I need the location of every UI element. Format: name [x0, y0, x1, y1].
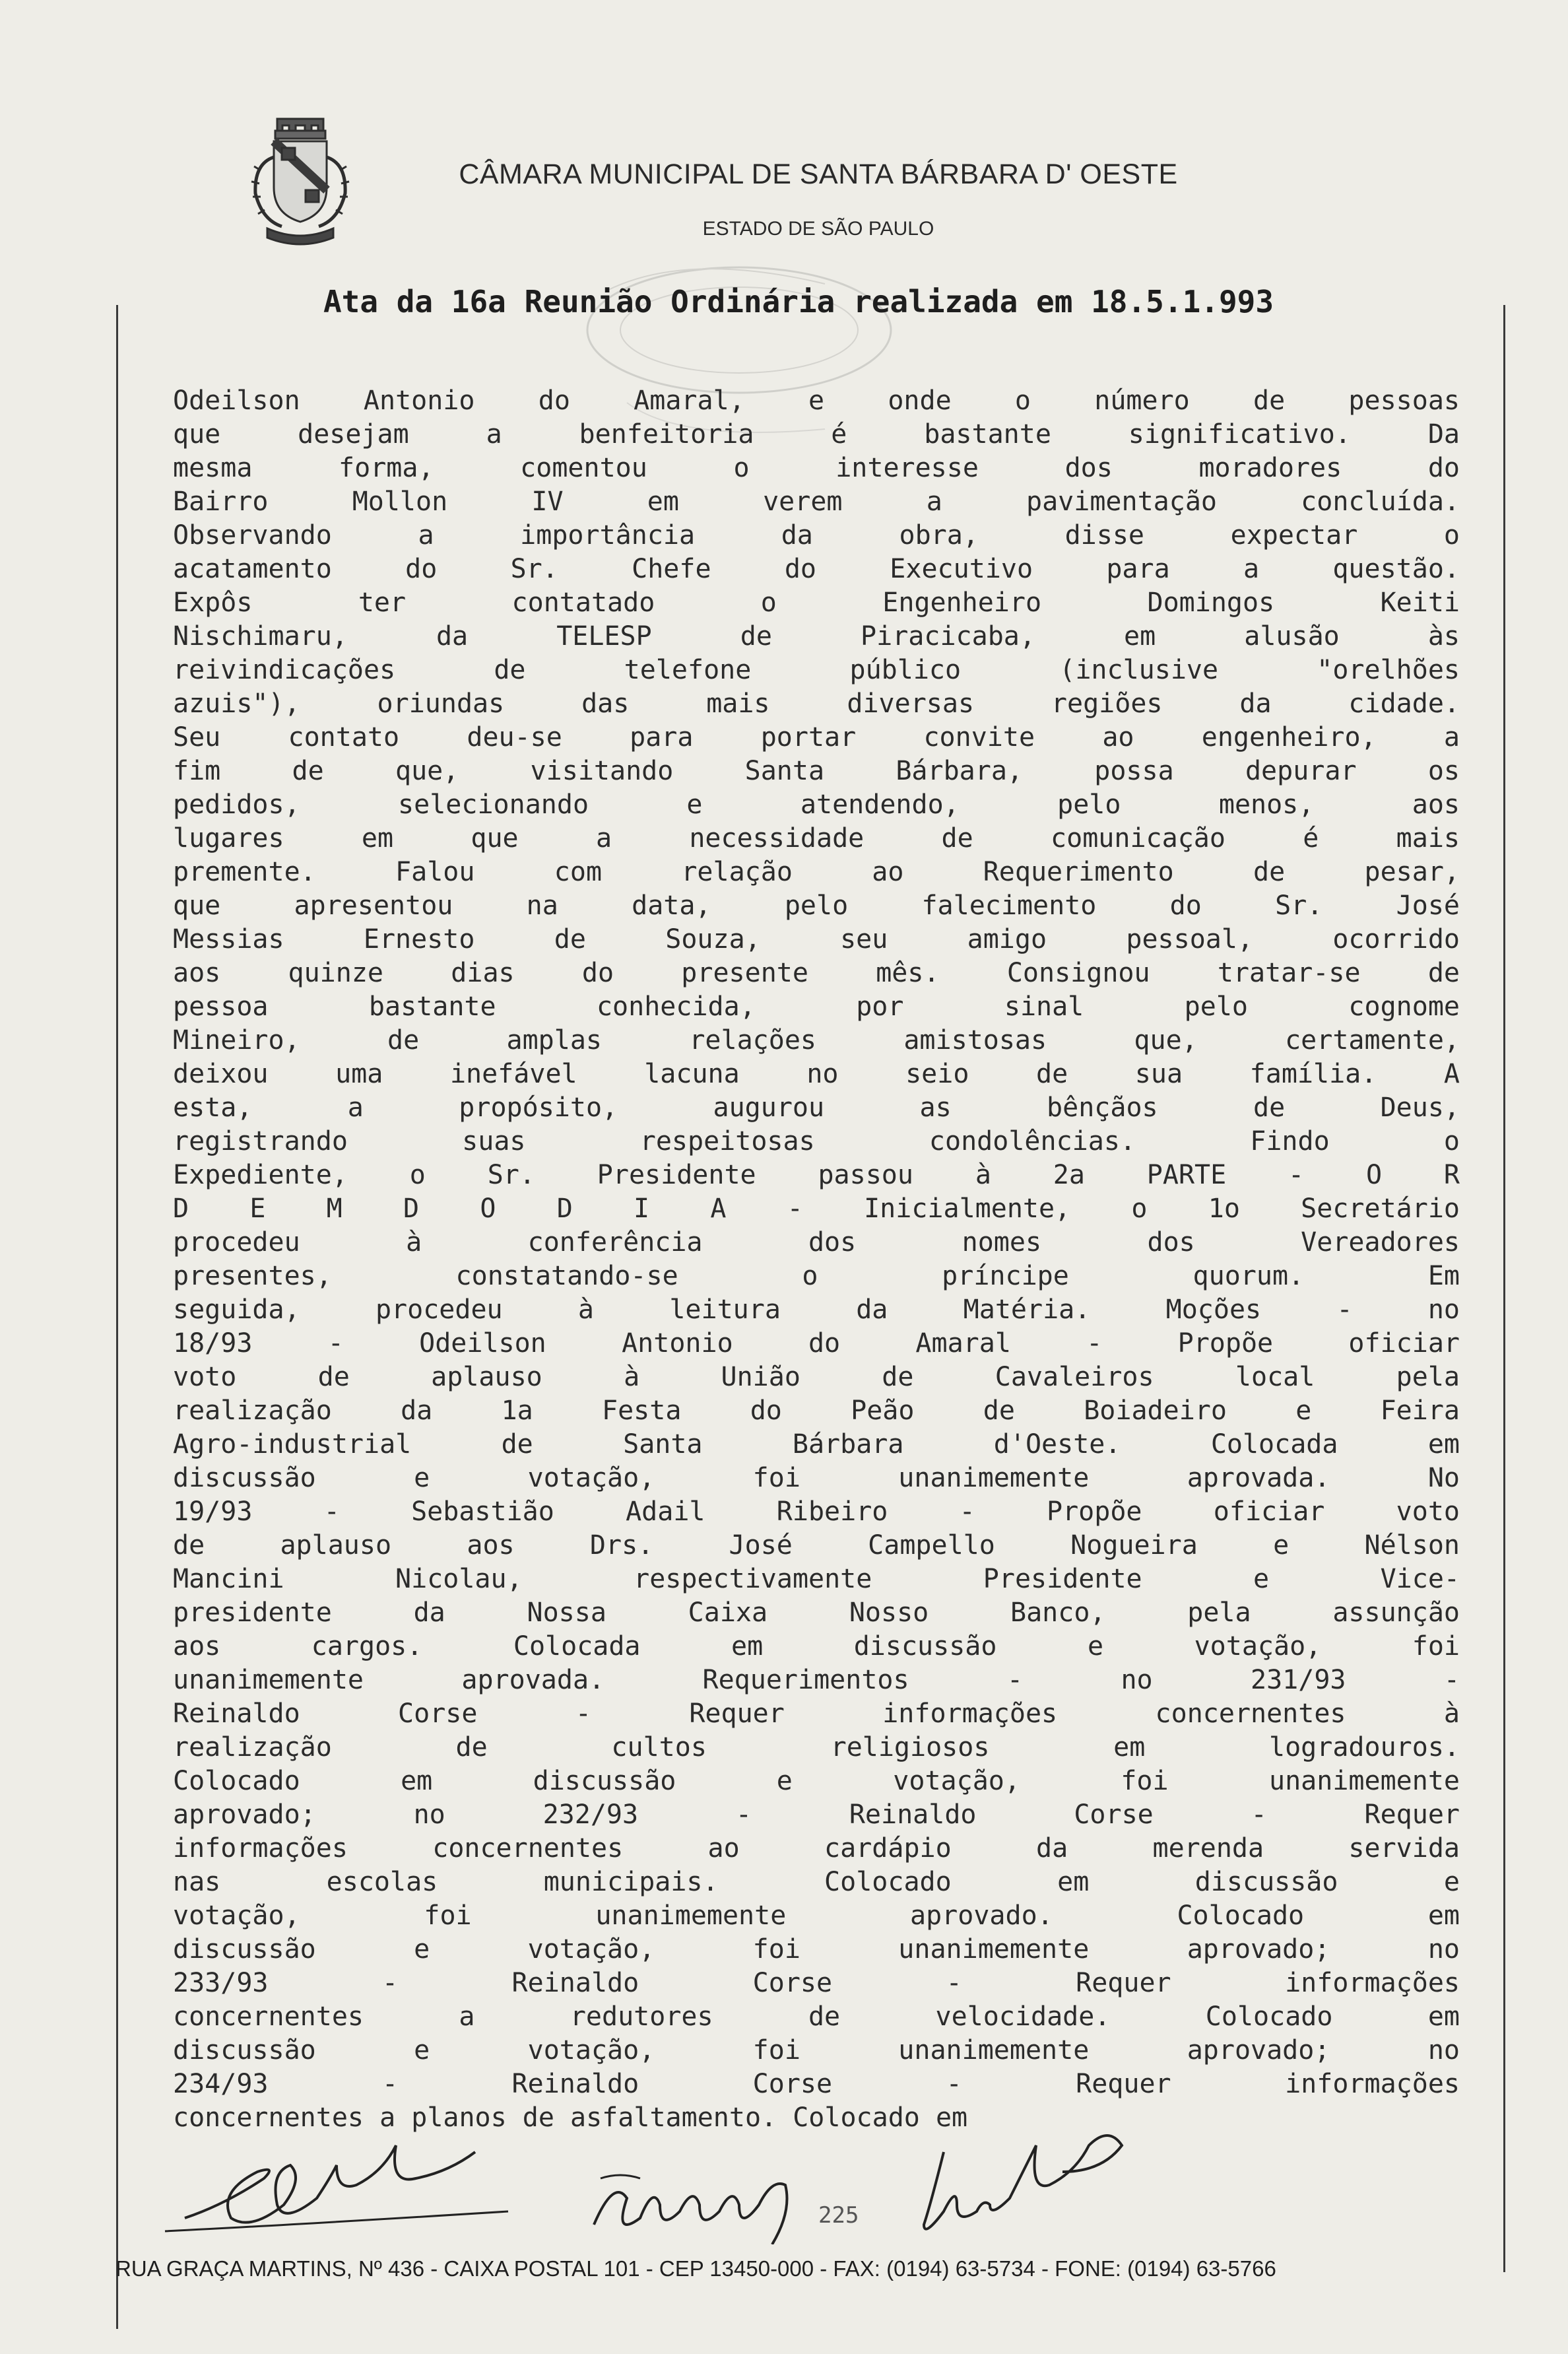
text-line: seguida, procedeu à leitura da Matéria. Moções - no	[173, 1295, 1460, 1325]
minutes-body	[173, 384, 1460, 2135]
text-line: concernentes a planos de asfaltamento. Colocado em	[173, 2102, 968, 2133]
document-title: Ata da 16a Reunião Ordinária realizada em 18.5.1.993	[323, 284, 1274, 319]
institution-name: CÂMARA MUNICIPAL DE SANTA BÁRBARA D' OESTE	[459, 158, 1178, 190]
text-line: Mineiro, de amplas relações amistosas que, certamente,	[173, 1025, 1460, 1056]
text-line: 234/93 - Reinaldo Corse - Requer informações	[173, 2069, 1460, 2099]
right-margin-line	[1503, 305, 1505, 2272]
signature-2	[581, 2152, 832, 2244]
text-line: reivindicações de telefone público (inclusive "orelhões	[173, 655, 1460, 685]
text-line: mesma forma, comentou o interesse dos moradores do	[173, 453, 1460, 483]
text-line: Messias Ernesto de Souza, seu amigo pessoal, ocorrido	[173, 924, 1460, 955]
text-line: nas escolas municipais. Colocado em discussão e	[173, 1867, 1460, 1897]
text-line: acatamento do Sr. Chefe do Executivo para a questão.	[173, 554, 1460, 584]
text-line: discussão e votação, foi unanimemente aprovado; no	[173, 1934, 1460, 1965]
text-line: 233/93 - Reinaldo Corse - Requer informações	[173, 1968, 1460, 1998]
text-line: Colocado em discussão e votação, foi unanimemente	[173, 1766, 1460, 1796]
text-line: presidente da Nossa Caixa Nosso Banco, pela assunção	[173, 1597, 1460, 1628]
state-name: ESTADO DE SÃO PAULO	[702, 218, 934, 240]
text-line: premente. Falou com relação ao Requerimento de pesar,	[173, 857, 1460, 887]
text-line: concernentes a redutores de velocidade. Colocado em	[173, 2001, 1460, 2032]
text-line: lugares em que a necessidade de comunicação é mais	[173, 823, 1460, 854]
text-line: Bairro Mollon IV em verem a pavimentação concluída.	[173, 487, 1460, 517]
left-margin-line	[116, 305, 118, 2329]
text-line: realização de cultos religiosos em logradouros.	[173, 1732, 1460, 1763]
text-line: aos quinze dias do presente mês. Consignou tratar-se de	[173, 958, 1460, 988]
text-line: aos cargos. Colocada em discussão e votação, foi	[173, 1631, 1460, 1662]
text-line: Expediente, o Sr. Presidente passou à 2a PARTE - O R	[173, 1160, 1460, 1190]
text-line: esta, a propósito, augurou as bênçãos de Deus,	[173, 1093, 1460, 1123]
text-line: D E M D O D I A - Inicialmente, o 1o Secretário	[173, 1194, 1460, 1224]
text-line: presentes, constatando-se o príncipe quorum. Em	[173, 1261, 1460, 1291]
text-line: Mancini Nicolau, respectivamente Presidente e Vice-	[173, 1564, 1460, 1594]
text-line: azuis"), oriundas das mais diversas regiões da cidade.	[173, 689, 1460, 719]
text-line: que apresentou na data, pelo falecimento do Sr. José	[173, 891, 1460, 921]
text-line: Observando a importância da obra, disse expectar o	[173, 520, 1460, 551]
page-number: 225	[818, 2202, 859, 2229]
text-line: de aplauso aos Drs. José Campello Nogueira e Nélson	[173, 1530, 1460, 1561]
text-line: realização da 1a Festa do Peão de Boiadeiro e Feira	[173, 1396, 1460, 1426]
text-line: Odeilson Antonio do Amaral, e onde o número de pessoas	[173, 386, 1460, 416]
coat-of-arms-icon	[247, 111, 353, 250]
signature-3	[904, 2132, 1142, 2244]
text-line: procedeu à conferência dos nomes dos Vereadores	[173, 1227, 1460, 1258]
text-line: aprovado; no 232/93 - Reinaldo Corse - Requer	[173, 1799, 1460, 1830]
text-line: unanimemente aprovada. Requerimentos - no 231/93 -	[173, 1665, 1460, 1695]
text-line: registrando suas respeitosas condolências. Findo o	[173, 1126, 1460, 1157]
text-line: deixou uma inefável lacuna no seio de sua família. A	[173, 1059, 1460, 1089]
text-line: Agro-industrial de Santa Bárbara d'Oeste. Colocada em	[173, 1429, 1460, 1460]
text-line: discussão e votação, foi unanimemente aprovado; no	[173, 2035, 1460, 2066]
footer-address: RUA GRAÇA MARTINS, Nº 436 - CAIXA POSTAL 101 - CEP 13450-000 - FAX: (0194) 63-5734 - FONE: (0194) 63-5766	[115, 2256, 1276, 2281]
text-line: informações concernentes ao cardápio da merenda servida	[173, 1833, 1460, 1864]
text-line: Nischimaru, da TELESP de Piracicaba, em alusão às	[173, 621, 1460, 652]
text-line: que desejam a benfeitoria é bastante significativo. Da	[173, 419, 1460, 450]
text-line: Seu contato deu-se para portar convite ao engenheiro, a	[173, 722, 1460, 753]
text-line: voto de aplauso à União de Cavaleiros local pela	[173, 1362, 1460, 1392]
text-line: fim de que, visitando Santa Bárbara, possa depurar os	[173, 756, 1460, 786]
text-line: pedidos, selecionando e atendendo, pelo menos, aos	[173, 790, 1460, 820]
text-line: Expôs ter contatado o Engenheiro Domingos Keiti	[173, 588, 1460, 618]
text-line: Reinaldo Corse - Requer informações concernentes à	[173, 1698, 1460, 1729]
text-line: votação, foi unanimemente aprovado. Colocado em	[173, 1900, 1460, 1931]
signature-1	[158, 2139, 528, 2251]
text-line: 18/93 - Odeilson Antonio do Amaral - Propõe oficiar	[173, 1328, 1460, 1359]
text-line: pessoa bastante conhecida, por sinal pelo cognome	[173, 992, 1460, 1022]
text-line: 19/93 - Sebastião Adail Ribeiro - Propõe oficiar voto	[173, 1496, 1460, 1527]
text-line: discussão e votação, foi unanimemente aprovada. No	[173, 1463, 1460, 1493]
